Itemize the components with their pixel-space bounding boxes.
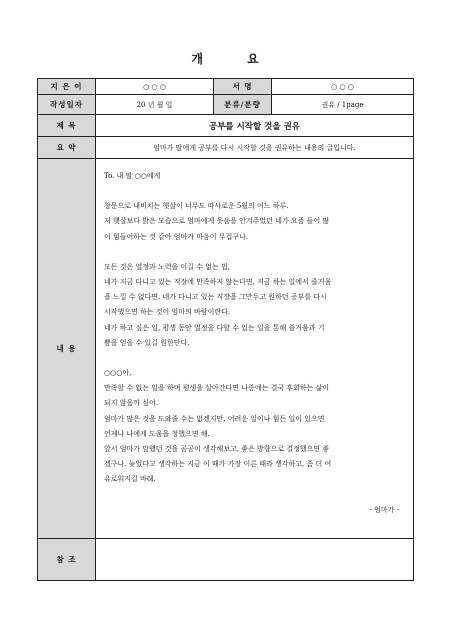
letter-line: 창문으로 내비치는 햇살이 너무도 따사로운 5월의 어느 하루.: [104, 202, 289, 211]
date-label: 작성일자: [38, 95, 96, 115]
letter-line: 앞서 엄마가 말했던 것을 곰곰이 생각해보고, 좋은 방향으로 결정했으면 좋: [104, 445, 330, 454]
summary-value[interactable]: 엄마가 딸에게 공부를 다시 시작할 것을 권유하는 내용의 글입니다.: [96, 137, 414, 159]
letter-line: 을 느낄 수 없다면, 네가 다니고 있는 직장을 그만두고 원하던 공부를 다시: [104, 293, 327, 302]
letter-line: 언제나 나에게 도움을 청했으면 해.: [104, 429, 210, 438]
letter-line: 엄마가 많은 것을 도와줄 수는 없겠지만, 어려운 일이나 힘든 일이 있으면: [104, 414, 325, 423]
reference-label: 참 조: [38, 539, 96, 581]
letter-line: 시작했으면 하는 것이 엄마의 바람이란다.: [104, 308, 231, 317]
date-value[interactable]: 20 년 월 일: [96, 95, 214, 115]
letter-line: 네가 지금 다니고 있는 직장에 만족하지 않는다면, 지금 하는 일에서 즐거움: [104, 278, 332, 287]
letter-line: 유로워지길 바래.: [104, 475, 156, 484]
reference-value[interactable]: [96, 539, 414, 581]
summary-label: 요 약: [38, 137, 96, 159]
subject-label: 제 목: [38, 115, 96, 137]
letter-body[interactable]: [96, 159, 414, 539]
signature-value[interactable]: ○ ○ ○: [272, 79, 414, 95]
author-value[interactable]: ○ ○ ○: [96, 79, 214, 95]
content-label: 내 용: [38, 159, 96, 539]
subject-value[interactable]: 공부를 시작할 것을 권유: [96, 115, 414, 137]
letter-line: 쁨을 얻을 수 있길 원한단다.: [104, 338, 190, 347]
letter-line: ○○○아,: [104, 369, 132, 378]
author-label: 지 은 이: [38, 79, 96, 95]
letter-line: 만족할 수 없는 일을 하며 평생을 살아간다면 나중에는 결국 후회하는 삶이: [104, 384, 330, 393]
letter-line: 저 햇살보다 밝은 모습으로 엄마에게 웃음을 안겨주었던 네가 요즘 들어 많: [104, 217, 330, 226]
letter-line: 네가 하고 싶은 일, 평생 동안 열정을 다할 수 있는 일을 통해 즐거움과 기: [104, 323, 325, 332]
category-label: 분류/분량: [214, 95, 272, 115]
letter-line: 모든 것은 열정과 노력을 이길 수 없는 법,: [104, 262, 230, 271]
letter-line: 이 힘들어하는 것 같아 엄마가 마음이 무겁구나.: [104, 232, 249, 241]
document-title: 개 요: [191, 52, 279, 66]
category-value[interactable]: 권유 / 1page: [272, 95, 414, 115]
letter-greeting: To. 내 딸 ○○에게: [104, 172, 161, 180]
overview-form: [37, 78, 414, 581]
signature-label: 서 명: [214, 79, 272, 95]
letter-line: 되지 않을까 싶어.: [104, 399, 159, 408]
letter-signoff: - 엄마가 -: [369, 505, 399, 514]
letter-line: 겠구나. 늦었다고 생각하는 지금 이 때가 가장 이른 때라 생각하고, 좀 더 여: [104, 460, 332, 469]
